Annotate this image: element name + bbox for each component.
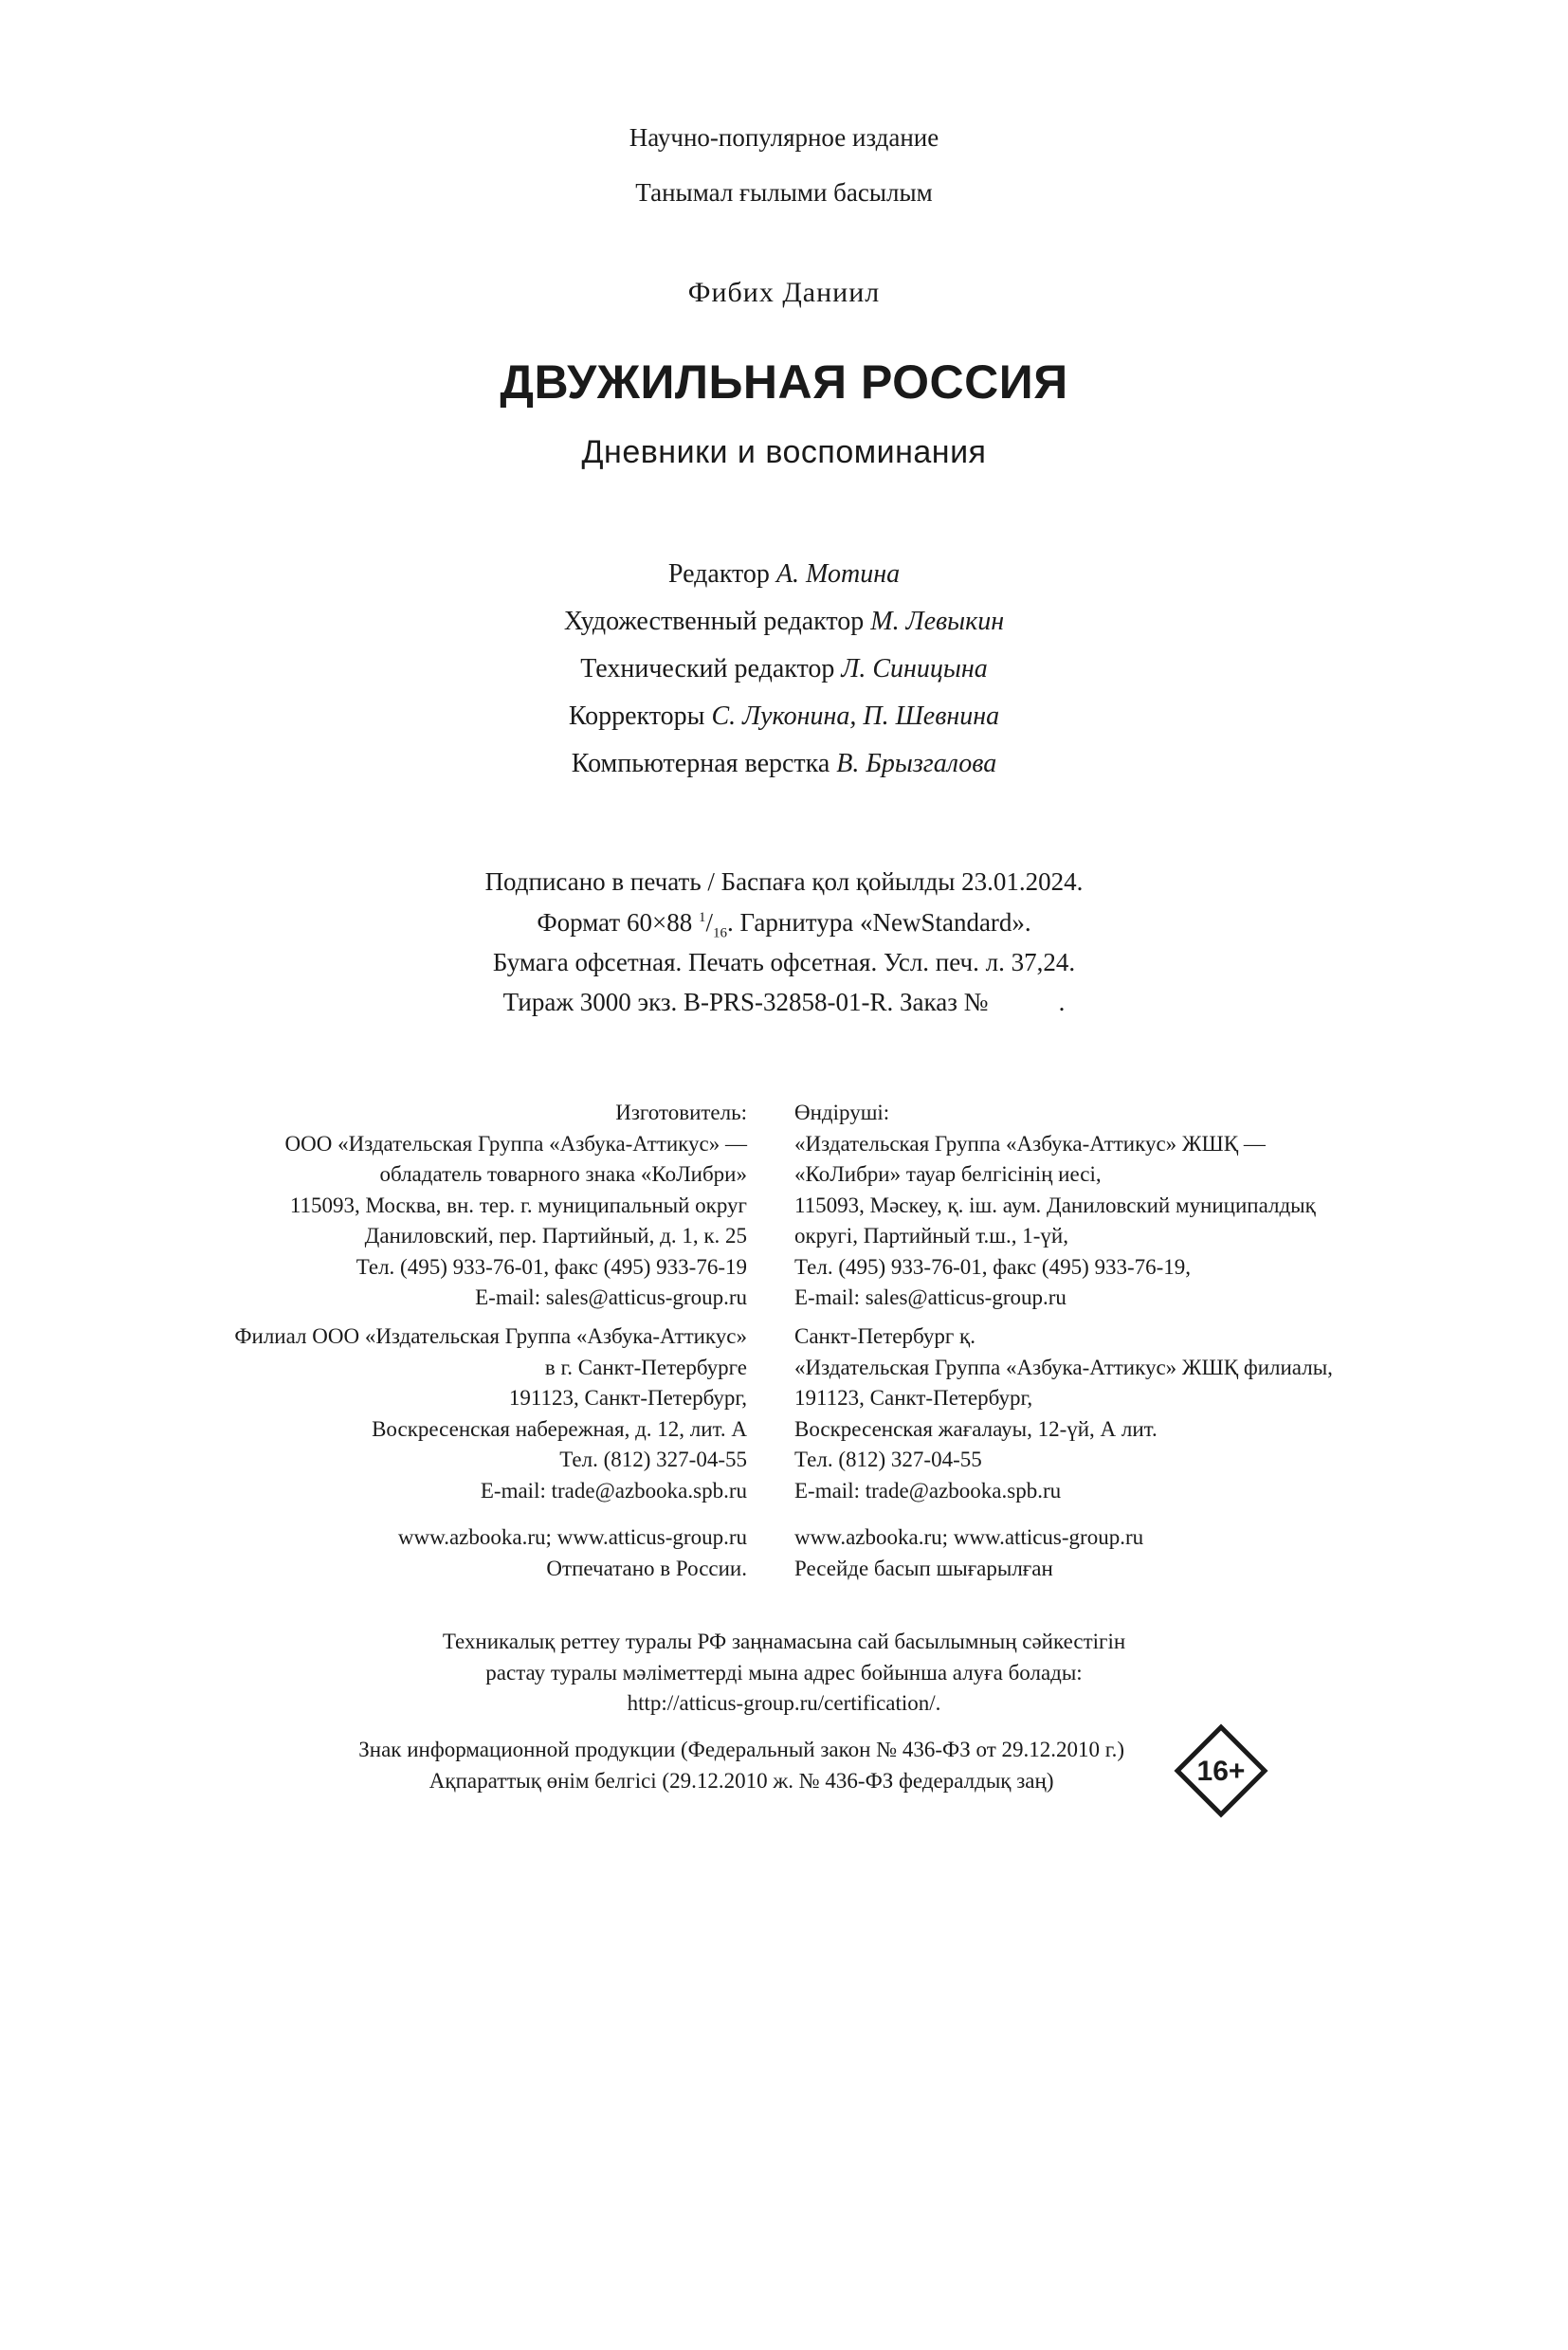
- print-signed: Подписано в печать / Баспаға қол қойылды 23.01.2024.: [484, 867, 1084, 896]
- branch-ru-line: E-mail: trade@azbooka.spb.ru: [480, 1478, 747, 1503]
- credit-person: Л. Синицына: [841, 654, 988, 683]
- branch-kz-line: Тел. (812) 327-04-55: [794, 1448, 982, 1471]
- info-sign-line: Ақпараттық өнім белгісі (29.12.2010 ж. № 436-ФЗ федералдық заң): [428, 1768, 1054, 1793]
- manufacturer-kz-line: «Издательская Группа «Азбука-Аттикус» ЖШҚ —: [794, 1131, 1266, 1156]
- manufacturer-ru-line: Тел. (495) 933-76-01, факс (495) 933-76-19: [356, 1254, 747, 1279]
- manufacturer-kz-line: 115093, Мәскеу, қ. іш. аум. Даниловский муниципалдық: [794, 1193, 1316, 1217]
- web-ru-line: Отпечатано в России.: [546, 1556, 747, 1580]
- certification-line: http://atticus-group.ru/certification/.: [627, 1691, 941, 1715]
- branch-ru-line: Воскресенская набережная, д. 12, лит. А: [372, 1416, 747, 1441]
- print-run: Тираж 3000 экз. B-PRS-32858-01-R. Заказ № .: [502, 988, 1066, 1016]
- age-rating-icon: [1174, 1723, 1268, 1818]
- author-name: Фибих Даниил: [687, 277, 881, 308]
- credit-role: Художественный редактор: [563, 607, 865, 636]
- credit-role: Корректоры: [568, 701, 705, 731]
- manufacturer-ru: [285, 1098, 748, 1314]
- certification-line: Техникалық реттеу туралы РФ заңнамасына сай басылымның сәйкестігін: [442, 1630, 1126, 1653]
- credit-layout: [0, 749, 1568, 779]
- branch-kz-line: 191123, Санкт-Петербург,: [794, 1386, 1033, 1410]
- branch-ru-line: 191123, Санкт-Петербург,: [508, 1386, 747, 1410]
- info-sign-line: Знак информационной продукции (Федеральный закон № 436-ФЗ от 29.12.2010 г.): [358, 1738, 1124, 1761]
- book-subtitle: Дневники и воспоминания: [581, 434, 987, 470]
- manufacturer-kz-line: Өндіруші:: [794, 1101, 890, 1124]
- web-ru-line: www.azbooka.ru; www.atticus-group.ru: [397, 1525, 747, 1549]
- manufacturer-kz: [794, 1098, 1316, 1314]
- book-title: ДВУЖИЛЬНАЯ РОССИЯ: [500, 355, 1068, 409]
- manufacturer-kz-line: E-mail: sales@atticus-group.ru: [794, 1285, 1067, 1309]
- edition-type-kz: Танымал ғылыми басылым: [635, 178, 933, 207]
- branch-ru-line: в г. Санкт-Петербурге: [544, 1355, 747, 1379]
- print-format: Формат 60×88 $^1/_{16}$. Гарнитура «NewStandard».: [537, 908, 1031, 941]
- manufacturer-ru-line: 115093, Москва, вн. тер. г. муниципальный округ: [289, 1193, 747, 1217]
- web-kz: [794, 1522, 1143, 1584]
- certification-note: [0, 1627, 1568, 1720]
- age-rating-label: 16+: [1196, 1756, 1246, 1787]
- branch-kz-line: Воскресенская жағалауы, 12-үй, А лит.: [794, 1416, 1158, 1441]
- credit-tech-editor: [0, 654, 1568, 684]
- manufacturer-ru-line: Даниловский, пер. Партийный, д. 1, к. 25: [364, 1224, 747, 1248]
- credit-role: Компьютерная верстка: [571, 749, 830, 778]
- manufacturer-kz-line: «КоЛибри» тауар белгісінің иесі,: [794, 1162, 1102, 1186]
- manufacturer-ru-line: Изготовитель:: [615, 1101, 747, 1124]
- info-product-sign: [358, 1735, 1124, 1796]
- edition-type-ru: Научно-популярное издание: [629, 123, 939, 152]
- branch-kz-line: Санкт-Петербург қ.: [794, 1324, 975, 1348]
- format-numerator: 1: [698, 910, 706, 925]
- manufacturer-kz-line: округі, Партийный т.ш., 1-үй,: [794, 1224, 1068, 1248]
- branch-ru: [234, 1321, 747, 1506]
- format-suffix: . Гарнитура «NewStandard».: [726, 908, 1031, 937]
- credit-person: В. Брызгалова: [836, 749, 997, 778]
- credit-person: С. Луконина, П. Шевнина: [711, 701, 1000, 731]
- credit-art-editor: [0, 607, 1568, 637]
- credit-person: А. Мотина: [775, 559, 901, 589]
- branch-kz: [794, 1321, 1333, 1506]
- credit-editor: [0, 559, 1568, 590]
- credit-role: Редактор: [667, 559, 770, 589]
- manufacturer-ru-line: обладатель товарного знака «КоЛибри»: [379, 1162, 747, 1186]
- web-kz-line: Ресейде басып шығарылған: [794, 1556, 1053, 1580]
- manufacturer-ru-line: ООО «Издательская Группа «Азбука-Аттикус» —: [284, 1131, 747, 1156]
- format-prefix: Формат 60×88: [537, 908, 693, 937]
- branch-kz-line: «Издательская Группа «Азбука-Аттикус» ЖШҚ филиалы,: [794, 1355, 1333, 1379]
- print-paper: Бумага офсетная. Печать офсетная. Усл. печ. л. 37,24.: [492, 948, 1076, 976]
- web-ru: [398, 1522, 747, 1584]
- credit-person: М. Левыкин: [870, 607, 1005, 636]
- web-kz-line: www.azbooka.ru; www.atticus-group.ru: [794, 1525, 1144, 1549]
- branch-ru-line: Филиал ООО «Издательская Группа «Азбука-Аттикус»: [234, 1324, 747, 1348]
- format-denominator: 16: [712, 925, 727, 941]
- branch-ru-line: Тел. (812) 327-04-55: [559, 1448, 747, 1471]
- age-rating-diamond: [1174, 1723, 1268, 1818]
- credit-proofreaders: [0, 701, 1568, 732]
- branch-kz-line: E-mail: trade@azbooka.spb.ru: [794, 1478, 1062, 1503]
- certification-line: растау туралы мәліметтерді мына адрес бойынша алуға болады:: [485, 1660, 1083, 1685]
- manufacturer-kz-line: Тел. (495) 933-76-01, факс (495) 933-76-19,: [794, 1254, 1192, 1279]
- manufacturer-ru-line: E-mail: sales@atticus-group.ru: [475, 1285, 747, 1309]
- credit-role: Технический редактор: [580, 654, 835, 683]
